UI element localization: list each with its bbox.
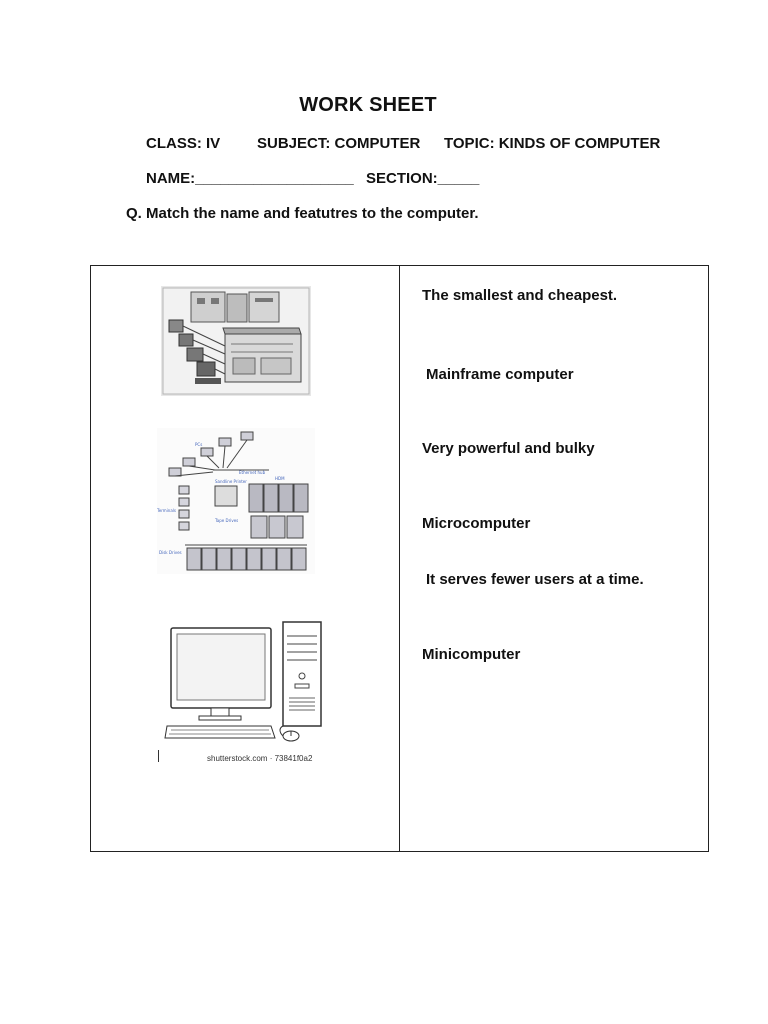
feature-text: Mainframe computer (426, 366, 574, 383)
name-field[interactable]: NAME:___________________ (146, 170, 354, 187)
svg-text:Tape Drives: Tape Drives (215, 518, 239, 523)
feature-text: It serves fewer users at a time. (426, 571, 644, 588)
svg-text:HDM: HDM (275, 476, 285, 481)
topic-label: TOPIC: KINDS OF COMPUTER (444, 135, 661, 152)
subject-label: SUBJECT: COMPUTER (257, 135, 421, 152)
matching-table (90, 265, 709, 852)
image-credit: shutterstock.com · 73841f0a2 (207, 754, 313, 763)
svg-text:Terminals: Terminals (157, 508, 176, 513)
svg-text:Ethernet hub: Ethernet hub (239, 470, 266, 475)
feature-text: The smallest and cheapest. (422, 287, 618, 304)
class-label: CLASS: IV (146, 135, 221, 152)
feature-text: Very powerful and bulky (422, 440, 595, 457)
worksheet-title (0, 94, 768, 117)
svg-text:Sandline Printer: Sandline Printer (215, 479, 247, 484)
feature-text: Minicomputer (422, 646, 521, 663)
credit-bar (158, 750, 159, 762)
svg-text:Disk Drives: Disk Drives (159, 550, 182, 555)
feature-text: Microcomputer (422, 515, 531, 532)
worksheet-title-text: WORK SHEET (299, 94, 437, 116)
desktop-computer-icon (163, 618, 323, 748)
section-field[interactable]: SECTION:_____ (366, 170, 480, 187)
minicomputer-network-icon (157, 428, 315, 574)
column-divider (399, 266, 400, 851)
mainframe-illustration-icon (161, 286, 311, 396)
svg-text:PCs: PCs (195, 442, 203, 447)
question-text: Q. Match the name and featutres to the computer. (126, 205, 479, 222)
